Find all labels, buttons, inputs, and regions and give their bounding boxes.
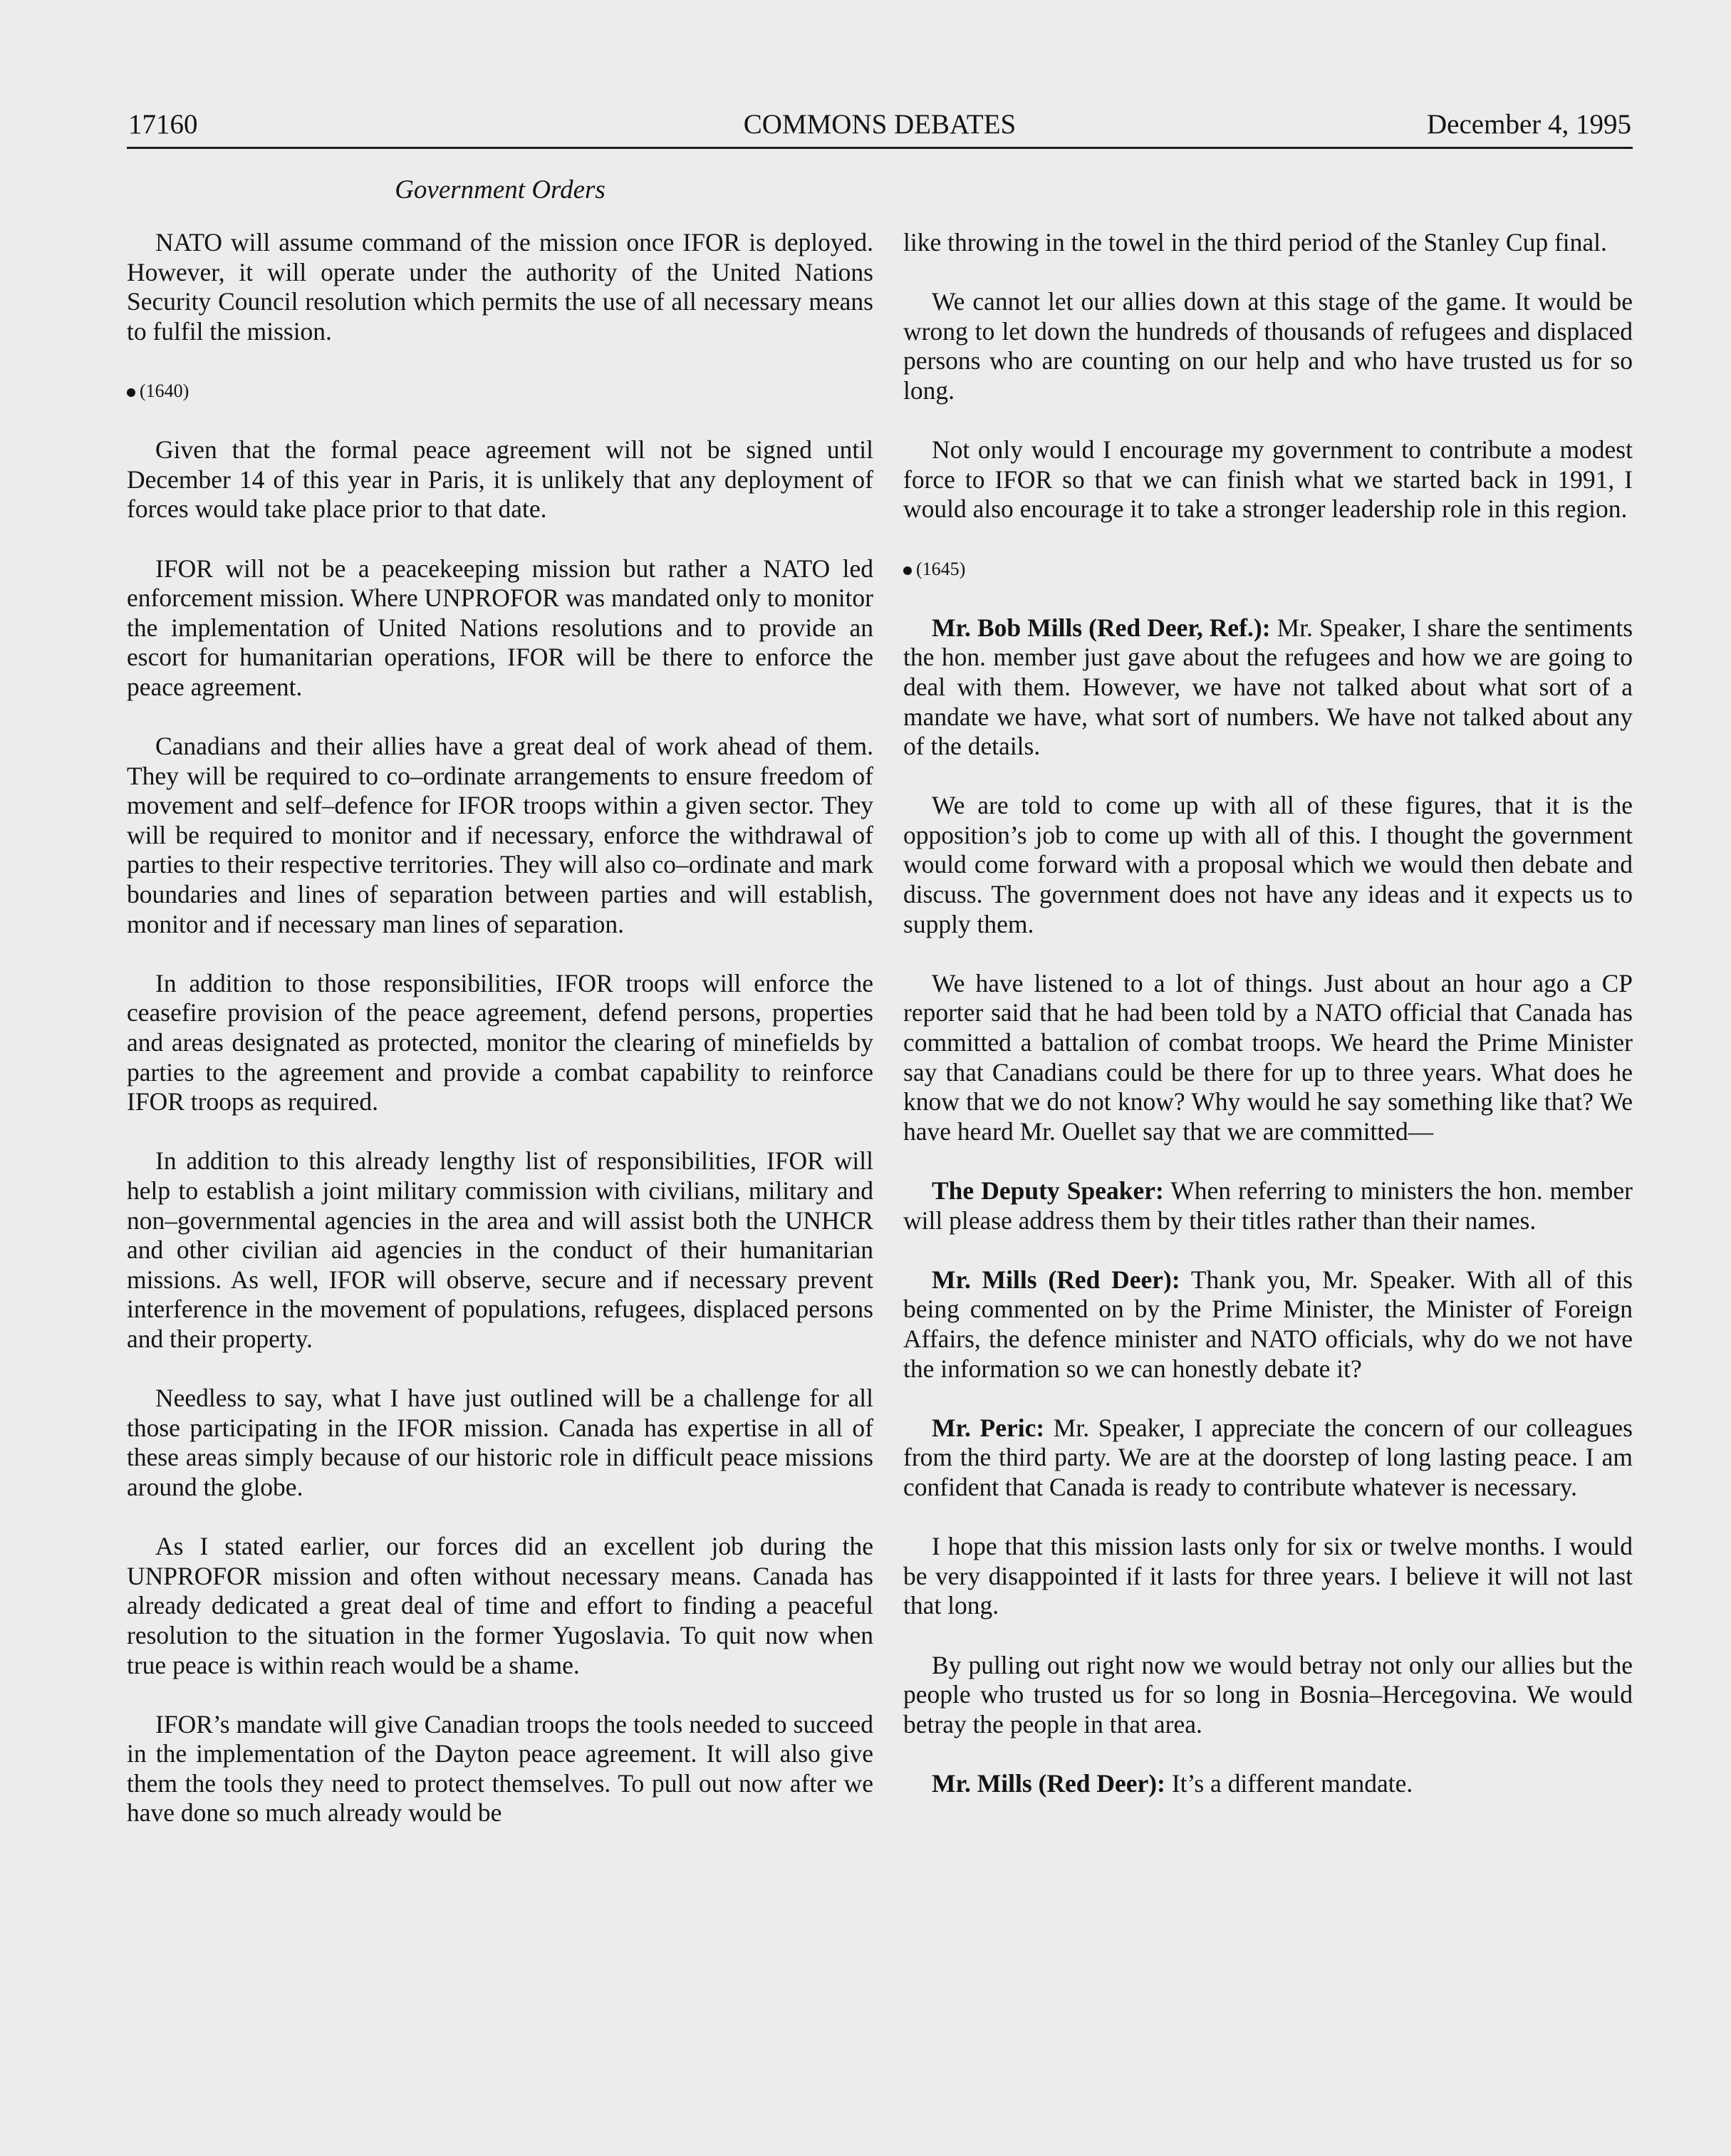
paragraph: I hope that this mission lasts only for six or twelve months. I would be very disappointed if it lasts for three years. I believe it will not last that long. (903, 1532, 1633, 1620)
speaker-name: Mr. Peric: (932, 1413, 1045, 1442)
bullet-icon (903, 566, 912, 575)
speech-text: Mr. Speaker, I appreciate the concern of our colleagues from the third party. We are at the doorstep of long lasting peace. I am confident that Canada is ready to contribute whatever is necessary. (903, 1413, 1633, 1501)
bullet-icon (127, 388, 135, 397)
journal-title: COMMONS DEBATES (743, 109, 1017, 140)
page-number: 17160 (128, 109, 198, 140)
running-head (128, 103, 1631, 146)
paragraph: NATO will assume command of the mission once IFOR is deployed. However, it will operate under the authority of the United Nations Security Council resolution which permits the use of all necessary means to fulfil the mission. (127, 228, 873, 346)
speaker-name: Mr. Mills (Red Deer): (932, 1265, 1180, 1294)
paragraph: As I stated earlier, our forces did an excellent job during the UNPROFOR mission and often without necessary means. Canada has already dedicated a great deal of time and effort to finding a peaceful resolution to the situation in the former Yugoslavia. To quit now when true peace is within reach would be a shame. (127, 1532, 873, 1679)
paragraph: IFOR will not be a peacekeeping mission but rather a NATO led enforcement mission. Where UNPROFOR was mandated only to monitor the implementation of United Nations resolutions and to provide an escort for humanitarian operations, IFOR will be there to enforce the peace agreement. (127, 554, 873, 701)
paragraph: We are told to come up with all of these figures, that it is the opposition’s job to come up with all of this. I thought the government would come forward with a proposal which we would then debate and discuss. The government does not have any ideas and it expects us to supply them. (903, 791, 1633, 938)
time-marker (903, 554, 1633, 584)
speech-text: Thank you, Mr. Speaker. With all of this being commented on by the Prime Minister, the Minister of Foreign Affairs, the defence minister and NATO officials, why do we not have the information so we can honestly debate it? (903, 1265, 1633, 1383)
time-marker-label: (1640) (140, 380, 189, 401)
paragraph: By pulling out right now we would betray not only our allies but the people who trusted us for so long in Bosnia–Hercegovina. We would betray the people in that area. (903, 1650, 1633, 1738)
header-rule (127, 147, 1633, 149)
speaker-name: The Deputy Speaker: (932, 1176, 1164, 1205)
speech-text: It’s a different mandate. (1171, 1768, 1413, 1798)
speaker-name: Mr. Mills (Red Deer): (932, 1768, 1165, 1798)
speech-paragraph (903, 613, 1633, 762)
issue-date: December 4, 1995 (1427, 109, 1631, 140)
left-column (127, 228, 873, 1858)
paragraph: In addition to those responsibilities, IFOR troops will enforce the ceasefire provision of the peace agreement, defend persons, properties and areas designated as protected, monitor the clearing of minefields by parties to the agreement and provide a combat capability to reinforce IFOR troops as required. (127, 968, 873, 1116)
section-title: Government Orders (395, 175, 605, 204)
paragraph: In addition to this already lengthy list of responsibilities, IFOR will help to establish a joint military commission with civilians, military and non–governmental agencies in the area and will assist both the UNHCR and other civilian aid agencies in the conduct of their humanitarian missions. As well, IFOR will observe, secure and if necessary prevent interference in the movement of populations, refugees, displaced persons and their property. (127, 1146, 873, 1353)
right-column (903, 228, 1633, 1828)
speech-paragraph (903, 1769, 1633, 1799)
speech-text: Mr. Speaker, I share the sentiments the hon. member just gave about the refugees and how we are going to deal with them. However, we have not talked about what sort of a mandate we have, what sort of numbers. We have not talked about any of the details. (903, 613, 1633, 761)
speech-paragraph (903, 1176, 1633, 1235)
speech-paragraph (903, 1414, 1633, 1503)
paragraph: We have listened to a lot of things. Just about an hour ago a CP reporter said that he had been told by a NATO official that Canada has committed a battalion of combat troops. We heard the Prime Minister say that Canadians could be there for up to three years. What does he know that we do not know? Why would he say something like that? We have heard Mr. Ouellet say that we are committed— (903, 968, 1633, 1146)
paragraph: Given that the formal peace agreement will not be signed until December 14 of this year in Paris, it is unlikely that any deployment of forces would take place prior to that date. (127, 435, 873, 524)
paragraph: We cannot let our allies down at this stage of the game. It would be wrong to let down the hundreds of thousands of refugees and displaced persons who are counting on our help and who have trusted us for so long. (903, 287, 1633, 405)
paragraph: Needless to say, what I have just outlined will be a challenge for all those participating in the IFOR mission. Canada has expertise in all of these areas simply because of our historic role in difficult peace missions around the globe. (127, 1384, 873, 1501)
speaker-name: Mr. Bob Mills (Red Deer, Ref.): (932, 613, 1271, 642)
speech-text: When referring to ministers the hon. member will please address them by their titles rather than their names. (903, 1176, 1633, 1235)
time-marker (127, 376, 873, 406)
speech-paragraph (903, 1265, 1633, 1384)
paragraph: like throwing in the towel in the third period of the Stanley Cup final. (903, 228, 1607, 256)
paragraph: Not only would I encourage my government to contribute a modest force to IFOR so that we can finish what we started back in 1991, I would also encourage it to take a stronger leadership role in this region. (903, 435, 1633, 524)
paragraph: Canadians and their allies have a great deal of work ahead of them. They will be required to co–ordinate arrangements to ensure freedom of movement and self–defence for IFOR troops within a given sector. They will be required to monitor and if necessary, enforce the withdrawal of parties to their respective territories. They will also co–ordinate and mark boundaries and lines of separation between parties and will establish, monitor and if necessary man lines of separation. (127, 732, 873, 938)
time-marker-label: (1645) (916, 558, 966, 579)
paragraph: IFOR’s mandate will give Canadian troops the tools needed to succeed in the implementation of the Dayton peace agreement. It will also give them the tools they need to protect themselves. To pull out now after we have done so much already would be (127, 1709, 873, 1828)
